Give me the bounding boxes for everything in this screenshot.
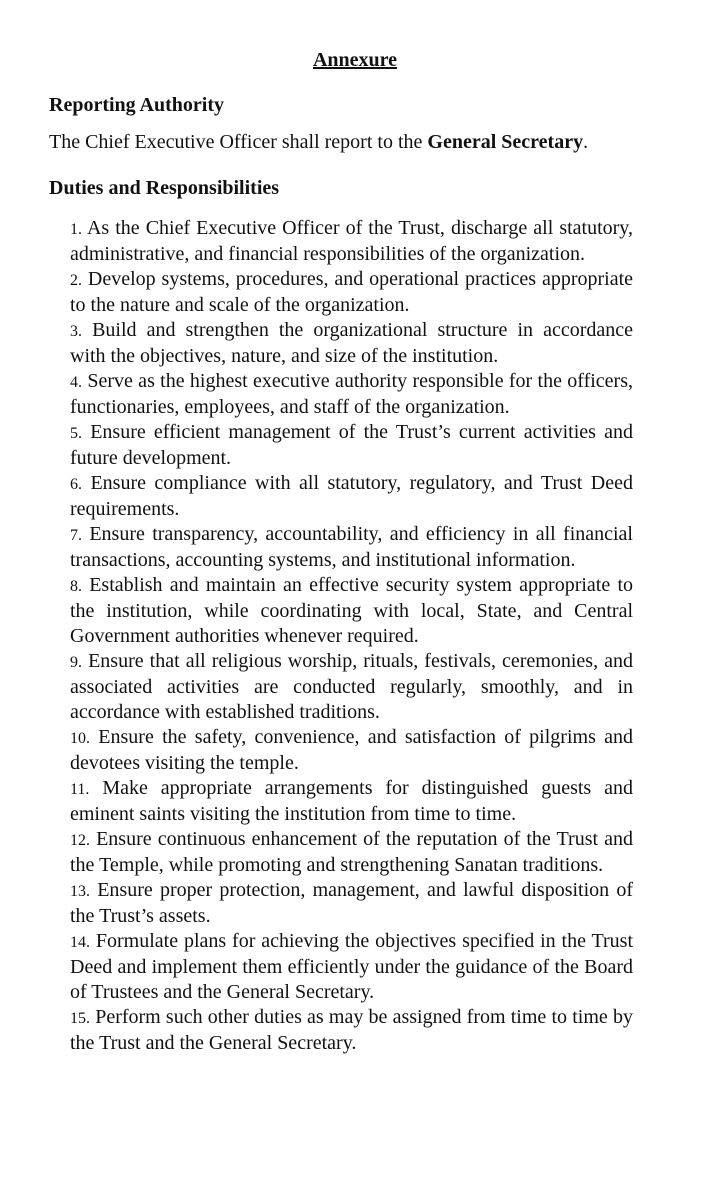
duty-number: 15. (70, 1010, 90, 1027)
duty-number: 3. (70, 323, 82, 340)
duty-text: Perform such other duties as may be assigned from time to time by the Trust and the General Secretary. (70, 1006, 633, 1054)
duty-number: 10. (70, 730, 90, 747)
duty-text: Serve as the highest executive authority responsible for the officers, functionaries, employees, and staff of the organization. (70, 370, 634, 418)
duty-item (49, 725, 633, 776)
duty-item (49, 318, 633, 369)
duty-number: 7. (70, 527, 82, 544)
duty-text: Ensure efficient management of the Trust’s current activities and future development. (70, 421, 634, 469)
duty-item (49, 216, 633, 267)
duty-text: Ensure the safety, convenience, and satisfaction of pilgrims and devotees visiting the temple. (70, 726, 633, 774)
reporting-text-before: The Chief Executive Officer shall report to the (49, 131, 428, 153)
duty-number: 1. (70, 221, 82, 238)
duties-heading: Duties and Responsibilities (49, 177, 280, 199)
duty-item (49, 1005, 633, 1056)
duty-text: Ensure proper protection, management, and lawful disposition of the Trust’s assets. (70, 879, 634, 927)
duty-text: Ensure transparency, accountability, and efficiency in all financial transactions, accounting systems, and institutional information. (70, 523, 633, 571)
duties-list (49, 216, 633, 1056)
duty-item (49, 929, 633, 1005)
duty-text: Ensure compliance with all statutory, regulatory, and Trust Deed requirements. (70, 472, 633, 520)
duty-text: Develop systems, procedures, and operational practices appropriate to the nature and scale of the organization. (70, 268, 634, 316)
duty-item (49, 649, 633, 725)
document-title: Annexure (312, 49, 398, 71)
duty-number: 4. (70, 374, 82, 391)
duty-number: 11. (70, 781, 90, 798)
duty-item (49, 471, 633, 522)
duty-text: As the Chief Executive Officer of the Trust, discharge all statutory, administrative, and financial responsibilities of the organization. (70, 217, 634, 265)
reporting-authority-heading: Reporting Authority (49, 94, 224, 116)
duty-number: 5. (70, 425, 82, 442)
duty-text: Establish and maintain an effective security system appropriate to the institution, while coordinating with local, State, and Central Government authorities whenever required. (70, 574, 634, 647)
duty-item (49, 878, 633, 929)
reporting-text-bold: General Secretary (427, 131, 584, 153)
reporting-text-after: . (583, 131, 589, 153)
duty-item (49, 420, 633, 471)
duty-text: Ensure that all religious worship, rituals, festivals, ceremonies, and associated activities are conducted regularly, smoothly, and in accordance with established traditions. (70, 650, 633, 723)
duty-number: 13. (70, 883, 90, 900)
duty-item (49, 573, 633, 649)
duty-number: 9. (70, 654, 82, 671)
duty-item (49, 776, 633, 827)
duty-text: Formulate plans for achieving the objectives specified in the Trust Deed and implement them efficiently under the guidance of the Board of Trustees and the General Secretary. (70, 930, 634, 1003)
duty-number: 8. (70, 578, 82, 595)
reporting-authority-paragraph (49, 128, 633, 156)
duty-number: 2. (70, 272, 82, 289)
duty-number: 12. (70, 832, 90, 849)
duty-text: Build and strengthen the organizational structure in accordance with the objectives, nature, and size of the institution. (70, 319, 634, 367)
duty-item (49, 369, 633, 420)
duty-number: 6. (70, 476, 82, 493)
duty-item (49, 827, 633, 878)
duty-text: Ensure continuous enhancement of the reputation of the Trust and the Temple, while promoting and strengthening Sanatan traditions. (70, 828, 634, 876)
duty-item (49, 522, 633, 573)
duty-text: Make appropriate arrangements for distinguished guests and eminent saints visiting the institution from time to time. (70, 777, 633, 825)
duty-item (49, 267, 633, 318)
duty-number: 14. (70, 934, 90, 951)
